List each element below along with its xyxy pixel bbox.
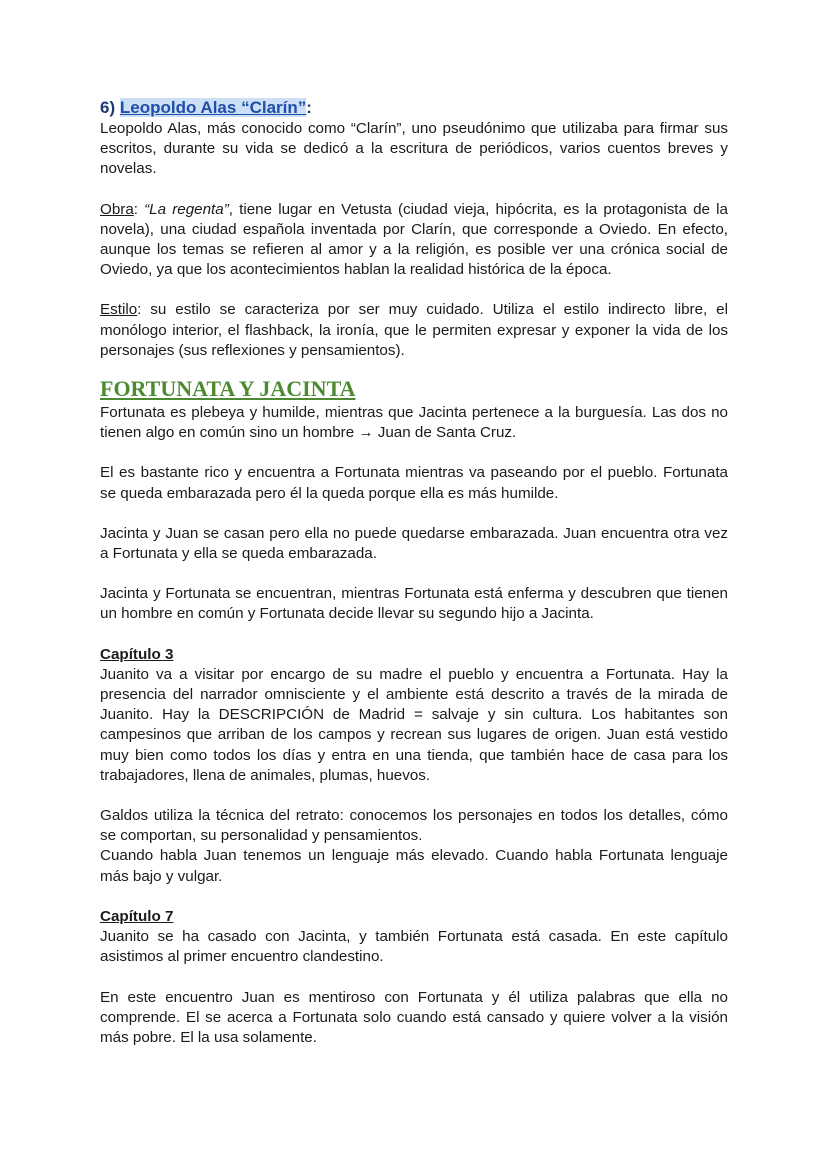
fortunata-paragraph-3: Jacinta y Juan se casan pero ella no puede quedarse embarazada. Juan encuentra otra vez a Fortunata y ella se queda embarazada. xyxy=(100,524,728,563)
chapter-7-heading: Capítulo 7 xyxy=(100,907,174,925)
fortunata-heading: FORTUNATA Y JACINTA xyxy=(100,376,356,402)
estilo-label: Estilo xyxy=(100,301,138,319)
section-heading xyxy=(100,97,728,119)
chapter-7-paragraph-1: Juanito se ha casado con Jacinta, y también Fortunata está casada. En este capítulo asistimos al primer encuentro clandestino. xyxy=(100,928,728,966)
fortunata-paragraph-4: Jacinta y Fortunata se encuentran, mientras Fortunata está enferma y descubren que tienen un hombre en común y Fortunata decide llevar su segundo hijo a Jacinta. xyxy=(100,585,728,623)
obra-paragraph: Obra: “La regenta”, tiene lugar en Vetusta (ciudad vieja, hipócrita, es la protagonista de la novela), una ciudad española inventada por Clarín, que corresponde a Oviedo. En efecto, aunque los temas se refieren al amor y a la religión, es posible ver una crónica social de Oviedo, ya que los acontecimientos hablan la realidad histórica de la época. xyxy=(100,200,728,279)
obra-title: “La regenta” xyxy=(144,200,229,218)
section-colon: : xyxy=(306,98,312,117)
estilo-paragraph xyxy=(100,300,728,361)
section-title-link[interactable]: Leopoldo Alas “Clarín” xyxy=(119,98,307,117)
document-page xyxy=(100,97,728,1048)
chapter-3-paragraph-2: Galdos utiliza la técnica del retrato: conocemos los personajes en todos los detalles, cómo se comportan, su personalidad y pensamientos. xyxy=(100,807,728,845)
estilo-text: : su estilo se caracteriza por ser muy cuidado. Utiliza el estilo indirecto libre, el monólogo interior, el flashback, la ironía, que le permiten expresar y exponer la vida de los personajes (sus reflexiones y pensamientos). xyxy=(100,301,728,359)
obra-label: Obra xyxy=(100,200,134,218)
chapter-3-paragraph-3: Cuando habla Juan tenemos un lenguaje más elevado. Cuando habla Fortunata lenguaje más bajo y vulgar. xyxy=(100,847,728,885)
author-intro-paragraph: Leopoldo Alas, más conocido como “Clarín”, uno pseudónimo que utilizaba para firmar sus escritos, durante su vida se dedicó a la escritura de periódicos, varios cuentos breves y novelas. xyxy=(100,120,728,178)
obra-text: , tiene lugar en Vetusta (ciudad vieja, hipócrita, es la protagonista de la novela), una ciudad española inventada por Clarín, que corresponde a Oviedo. En efecto, aunque los temas se refieren al amor y a la religión, es posible ver una crónica social de Oviedo, ya que los acontecimientos hablan la realidad histórica de la época. xyxy=(100,200,728,279)
fortunata-paragraph-1: Fortunata es plebeya y humilde, mientras que Jacinta pertenece a la burguesía. Las dos no tienen algo en común sino un hombre → Juan de Santa Cruz. xyxy=(100,404,728,442)
section-number: 6) xyxy=(100,98,116,117)
chapter-3-heading: Capítulo 3 xyxy=(100,645,174,663)
fortunata-paragraph-2: El es bastante rico y encuentra a Fortunata mientras va paseando por el pueblo. Fortunata se queda embarazada pero él la queda porque ella es más humilde. xyxy=(100,464,728,502)
chapter-7-paragraph-2: En este encuentro Juan es mentiroso con Fortunata y él utiliza palabras que ella no comprende. El se acerca a Fortunata solo cuando está cansado y quiere volver a la visión más pobre. El la usa solamente. xyxy=(100,988,728,1046)
chapter-3-paragraph-1: Juanito va a visitar por encargo de su madre el pueblo y encuentra a Fortunata. Hay la presencia del narrador omnisciente y el ambiente está descrito a través de la mirada de Juanito. Hay la DESCRIPCIÓN de Madrid = salvaje y sin cultura. Los habitantes son campesinos que arriban de los campos y recrean sus lugares de origen. Juan está vestido muy bien como todos los días y entra en una tienda, que también hace de casa para los trabajadores, llena de animales, plumas, huevos. xyxy=(100,665,728,784)
